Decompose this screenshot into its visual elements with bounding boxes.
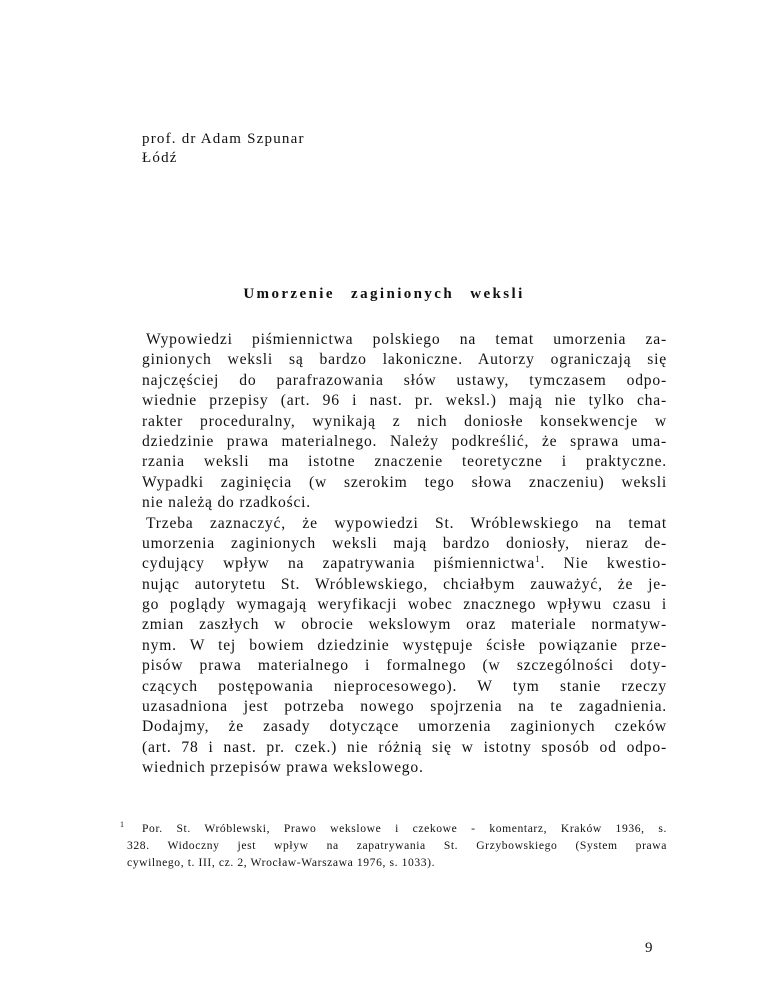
author-block [142,130,305,168]
footnote-reference[interactable]: 1 [535,554,541,565]
footnote-line: Por. St. Wróblewski, Prawo wekslowe i czekowe - komentarz, Kraków 1936, s. [142,822,667,835]
text-line: rzania weksli ma istotne znaczenie teoretyczne i praktyczne. [142,453,667,471]
text-line: uzasadniona jest potrzeba nowego spojrzenia na te zagadnienia. [142,698,667,716]
author-name: prof. dr Adam Szpunar [142,131,305,147]
text-line: wiednich przepisów prawa wekslowego. [142,759,424,777]
footnote-line: cywilnego, t. III, cz. 2, Wrocław-Warszawa 1976, s. 1033). [127,856,436,869]
text-line-with-footnote [142,554,667,574]
footnote-mark: 1 [120,820,125,829]
footnote-text [120,820,667,871]
text-line: Dodajmy, że zasady dotyczące umorzenia zaginionych czeków [142,718,667,736]
text-line: nym. W tej bowiem dziedzinie występuje ścisłe powiązanie prze- [142,636,667,654]
text-line: (art. 78 i nast. pr. czek.) nie różnią się w istotny sposób od odpo- [142,738,667,756]
text-line: najczęściej do parafrazowania słów ustawy, tymczasem odpo- [142,371,667,389]
paragraph-1 [142,330,667,514]
text-line: rakter proceduralny, wynikają z nich doniosłe konsekwencje w [142,412,667,430]
text-line: pisów prawa materialnego i formalnego (w szczególności doty- [142,657,667,675]
text-line: wiednie przepisy (art. 96 i nast. pr. weksl.) mają nie tylko cha- [142,392,667,410]
article-title: Umorzenie zaginionych weksli [243,286,525,302]
article-body [142,330,667,779]
footnote [120,820,667,871]
text-line: umorzenia zaginionych weksli mają bardzo doniosły, nieraz de- [142,534,667,552]
page-number: 9 [645,940,653,956]
text-line: nie należą do rzadkości. [142,494,312,512]
text-line: nując autorytetu St. Wróblewskiego, chciałbym zauważyć, że je- [142,575,667,593]
footnote-line: 328. Widoczny jest wpływ na zapatrywania St. Grzybowskiego (System prawa [127,839,667,852]
text-line: go poglądy wymagają weryfikacji wobec znacznego wpływu czasu i [142,596,667,614]
text-line: dziedzinie prawa materialnego. Należy podkreślić, że sprawa uma- [142,432,667,450]
text-fragment: . Nie kwestio- [540,555,667,573]
text-line: Trzeba zaznaczyć, że wypowiedzi St. Wróblewskiego na temat [146,514,667,532]
text-line: zmian zaszłych w obrocie wekslowym oraz materiale normatyw- [142,616,667,634]
text-line: Wypowiedzi piśmiennictwa polskiego na temat umorzenia za- [146,331,667,348]
paragraph-2 [142,514,667,779]
text-line: Wypadki zaginięcia (w szerokim tego słowa znaczeniu) weksli [142,473,667,491]
text-line: czących postępowania nieprocesowego). W tym stanie rzeczy [142,677,667,695]
author-city: Łódź [142,150,178,166]
text-fragment: cydujący wpływ na zapatrywania piśmiennictwa [142,555,536,573]
text-line: ginionych weksli są bardzo lakoniczne. Autorzy ograniczają się [142,351,667,369]
